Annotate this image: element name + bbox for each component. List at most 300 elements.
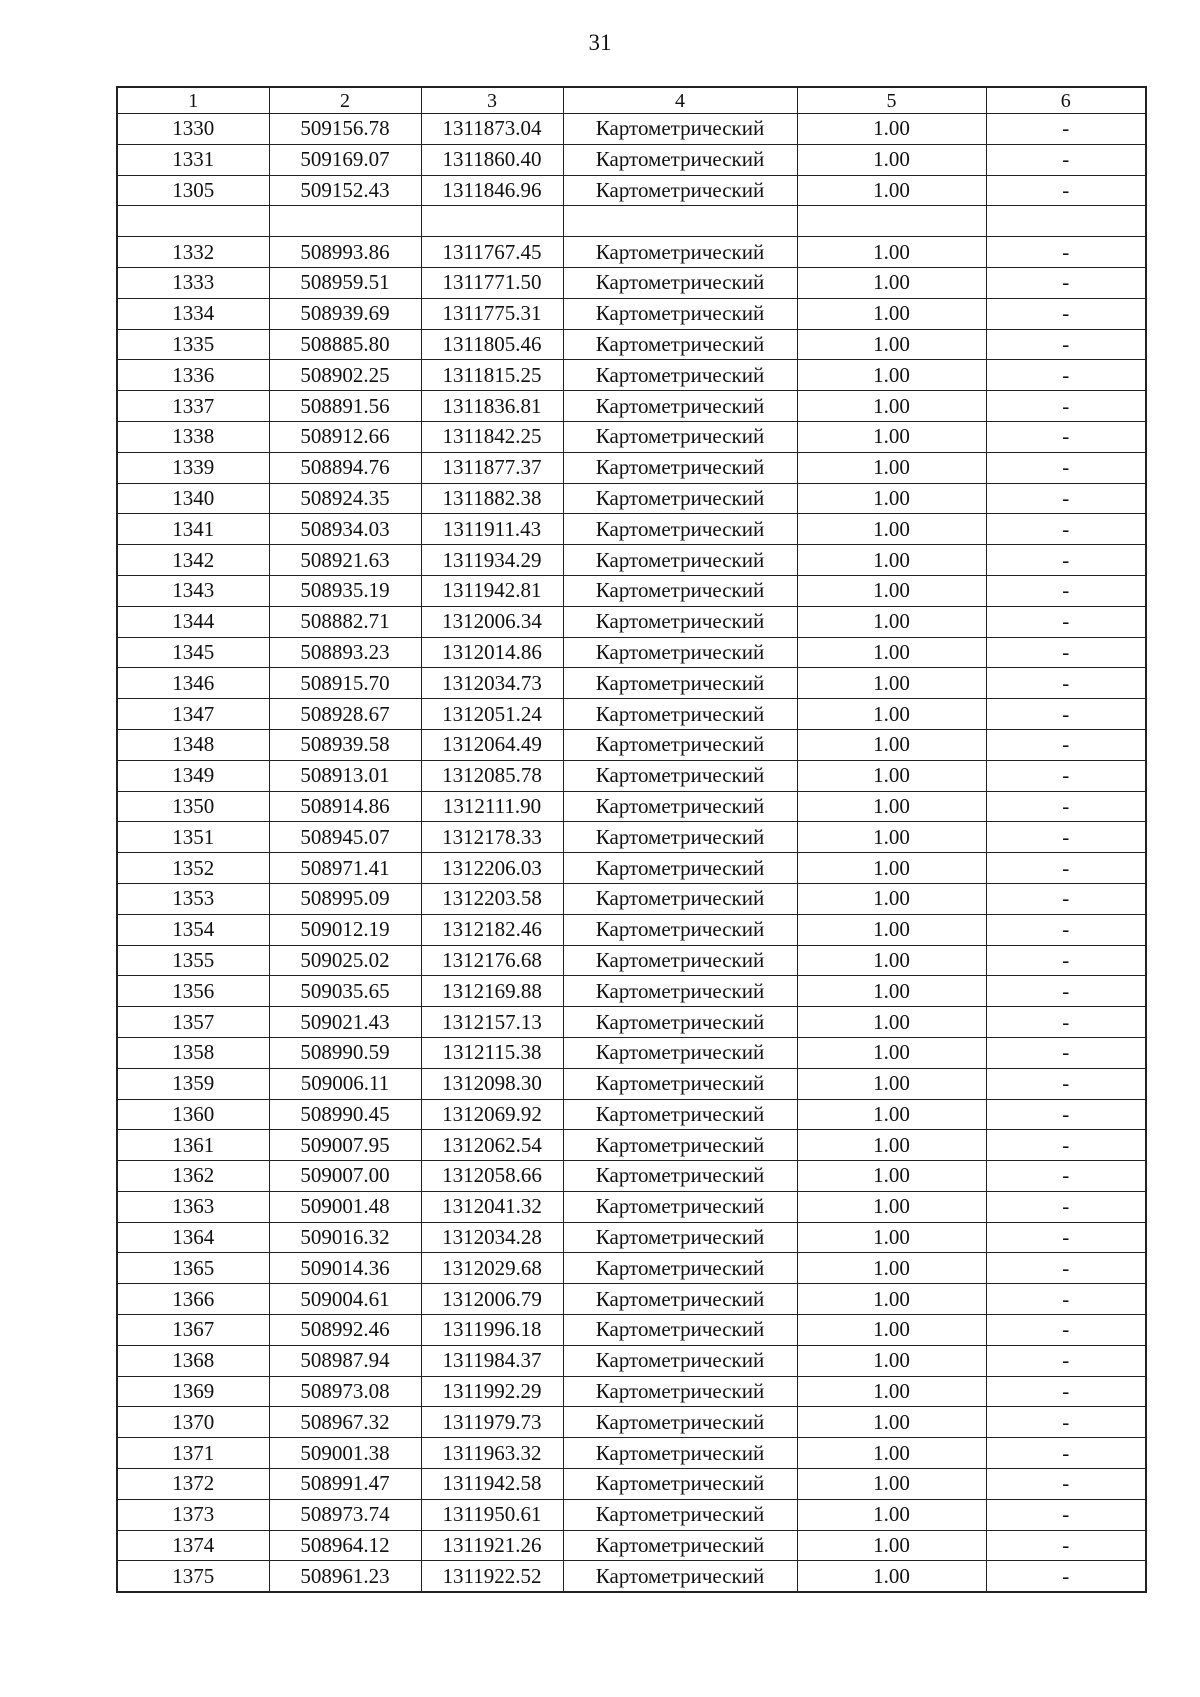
accuracy-cell: 1.00: [797, 729, 986, 760]
y-coordinate-cell: 1312058.66: [421, 1161, 563, 1192]
y-coordinate-cell: 1312029.68: [421, 1253, 563, 1284]
table-row: [117, 1345, 1146, 1376]
note-cell: -: [986, 483, 1146, 514]
point-number-cell: 1357: [117, 1007, 269, 1038]
table-row: [117, 1438, 1146, 1469]
table-row: [117, 267, 1146, 298]
x-coordinate-cell: 508990.45: [269, 1099, 421, 1130]
table-row: [117, 883, 1146, 914]
note-cell: -: [986, 1222, 1146, 1253]
accuracy-cell: 1.00: [797, 1161, 986, 1192]
table-row: [117, 1191, 1146, 1222]
y-coordinate-cell: 1312176.68: [421, 945, 563, 976]
x-coordinate-cell: 508902.25: [269, 360, 421, 391]
accuracy-cell: 1.00: [797, 1284, 986, 1315]
table-row: [117, 1007, 1146, 1038]
accuracy-cell: 1.00: [797, 760, 986, 791]
x-coordinate-cell: 509025.02: [269, 945, 421, 976]
note-cell: -: [986, 637, 1146, 668]
x-coordinate-cell: 509014.36: [269, 1253, 421, 1284]
y-coordinate-cell: 1312203.58: [421, 883, 563, 914]
note-cell: -: [986, 298, 1146, 329]
table-row: [117, 514, 1146, 545]
point-number-cell: 1330: [117, 114, 269, 145]
y-coordinate-cell: 1311846.96: [421, 175, 563, 206]
point-number-cell: 1366: [117, 1284, 269, 1315]
note-cell: -: [986, 976, 1146, 1007]
note-cell: [986, 206, 1146, 237]
y-coordinate-cell: 1312085.78: [421, 760, 563, 791]
accuracy-cell: 1.00: [797, 360, 986, 391]
point-number-cell: 1332: [117, 237, 269, 268]
note-cell: -: [986, 391, 1146, 422]
table-row: [117, 1068, 1146, 1099]
accuracy-cell: 1.00: [797, 1007, 986, 1038]
note-cell: -: [986, 883, 1146, 914]
accuracy-cell: 1.00: [797, 1191, 986, 1222]
y-coordinate-cell: 1311979.73: [421, 1407, 563, 1438]
accuracy-cell: 1.00: [797, 1253, 986, 1284]
table-row: [117, 237, 1146, 268]
point-number-cell: 1368: [117, 1345, 269, 1376]
table-header-row: [117, 87, 1146, 114]
y-coordinate-cell: 1311860.40: [421, 144, 563, 175]
y-coordinate-cell: 1312182.46: [421, 914, 563, 945]
point-number-cell: 1340: [117, 483, 269, 514]
x-coordinate-cell: 508939.58: [269, 729, 421, 760]
accuracy-cell: 1.00: [797, 144, 986, 175]
method-cell: Картометрический: [563, 637, 797, 668]
point-number-cell: 1346: [117, 668, 269, 699]
point-number-cell: 1339: [117, 452, 269, 483]
y-coordinate-cell: 1311963.32: [421, 1438, 563, 1469]
note-cell: -: [986, 421, 1146, 452]
y-coordinate-cell: 1311922.52: [421, 1561, 563, 1592]
y-coordinate-cell: 1312034.73: [421, 668, 563, 699]
y-coordinate-cell: 1312115.38: [421, 1037, 563, 1068]
x-coordinate-cell: 508995.09: [269, 883, 421, 914]
note-cell: -: [986, 1068, 1146, 1099]
table-row: [117, 1284, 1146, 1315]
note-cell: -: [986, 1130, 1146, 1161]
x-coordinate-cell: 509156.78: [269, 114, 421, 145]
y-coordinate-cell: 1312051.24: [421, 699, 563, 730]
table-row: [117, 1315, 1146, 1346]
table-row: [117, 144, 1146, 175]
note-cell: -: [986, 1099, 1146, 1130]
method-cell: Картометрический: [563, 329, 797, 360]
point-number-cell: 1347: [117, 699, 269, 730]
method-cell: Картометрический: [563, 883, 797, 914]
table-row: [117, 206, 1146, 237]
x-coordinate-cell: 509012.19: [269, 914, 421, 945]
point-number-cell: 1351: [117, 822, 269, 853]
point-number-cell: 1367: [117, 1315, 269, 1346]
accuracy-cell: 1.00: [797, 699, 986, 730]
note-cell: -: [986, 668, 1146, 699]
x-coordinate-cell: 508893.23: [269, 637, 421, 668]
point-number-cell: 1352: [117, 853, 269, 884]
y-coordinate-cell: 1312064.49: [421, 729, 563, 760]
x-coordinate-cell: 508934.03: [269, 514, 421, 545]
method-cell: Картометрический: [563, 1130, 797, 1161]
table-row: [117, 606, 1146, 637]
point-number-cell: 1354: [117, 914, 269, 945]
y-coordinate-cell: 1311942.81: [421, 575, 563, 606]
y-coordinate-cell: 1312006.79: [421, 1284, 563, 1315]
y-coordinate-cell: 1311771.50: [421, 267, 563, 298]
method-cell: Картометрический: [563, 483, 797, 514]
method-cell: Картометрический: [563, 668, 797, 699]
x-coordinate-cell: 508967.32: [269, 1407, 421, 1438]
x-coordinate-cell: 508964.12: [269, 1530, 421, 1561]
method-cell: Картометрический: [563, 1161, 797, 1192]
x-coordinate-cell: 508914.86: [269, 791, 421, 822]
point-number-cell: 1362: [117, 1161, 269, 1192]
table-row: [117, 1222, 1146, 1253]
accuracy-cell: 1.00: [797, 1376, 986, 1407]
note-cell: -: [986, 1376, 1146, 1407]
method-cell: Картометрический: [563, 421, 797, 452]
x-coordinate-cell: 508885.80: [269, 329, 421, 360]
method-cell: Картометрический: [563, 1253, 797, 1284]
y-coordinate-cell: 1311815.25: [421, 360, 563, 391]
x-coordinate-cell: 509007.95: [269, 1130, 421, 1161]
table-row: [117, 668, 1146, 699]
accuracy-cell: 1.00: [797, 853, 986, 884]
column-header: 1: [117, 87, 269, 114]
method-cell: Картометрический: [563, 606, 797, 637]
note-cell: -: [986, 1253, 1146, 1284]
table-row: [117, 421, 1146, 452]
table-row: [117, 729, 1146, 760]
y-coordinate-cell: 1312157.13: [421, 1007, 563, 1038]
point-number-cell: 1331: [117, 144, 269, 175]
table-row: [117, 945, 1146, 976]
y-coordinate-cell: 1311942.58: [421, 1469, 563, 1500]
note-cell: -: [986, 1499, 1146, 1530]
note-cell: -: [986, 1438, 1146, 1469]
table-row: [117, 1253, 1146, 1284]
method-cell: Картометрический: [563, 760, 797, 791]
table-row: [117, 1037, 1146, 1068]
method-cell: Картометрический: [563, 914, 797, 945]
x-coordinate-cell: 509035.65: [269, 976, 421, 1007]
note-cell: -: [986, 237, 1146, 268]
point-number-cell: 1345: [117, 637, 269, 668]
method-cell: Картометрический: [563, 1345, 797, 1376]
method-cell: Картометрический: [563, 298, 797, 329]
x-coordinate-cell: 508915.70: [269, 668, 421, 699]
note-cell: -: [986, 1191, 1146, 1222]
accuracy-cell: 1.00: [797, 237, 986, 268]
table-row: [117, 760, 1146, 791]
table-row: [117, 360, 1146, 391]
accuracy-cell: 1.00: [797, 1315, 986, 1346]
point-number-cell: 1369: [117, 1376, 269, 1407]
table-row: [117, 329, 1146, 360]
method-cell: Картометрический: [563, 976, 797, 1007]
method-cell: Картометрический: [563, 1530, 797, 1561]
accuracy-cell: 1.00: [797, 329, 986, 360]
table-row: [117, 637, 1146, 668]
method-cell: Картометрический: [563, 1469, 797, 1500]
accuracy-cell: 1.00: [797, 114, 986, 145]
accuracy-cell: 1.00: [797, 976, 986, 1007]
coordinates-table: [116, 86, 1147, 1593]
y-coordinate-cell: 1312062.54: [421, 1130, 563, 1161]
y-coordinate-cell: 1311996.18: [421, 1315, 563, 1346]
accuracy-cell: 1.00: [797, 545, 986, 576]
method-cell: Картометрический: [563, 175, 797, 206]
x-coordinate-cell: 509007.00: [269, 1161, 421, 1192]
accuracy-cell: 1.00: [797, 575, 986, 606]
x-coordinate-cell: 509169.07: [269, 144, 421, 175]
note-cell: -: [986, 1161, 1146, 1192]
note-cell: -: [986, 853, 1146, 884]
x-coordinate-cell: 508935.19: [269, 575, 421, 606]
point-number-cell: 1349: [117, 760, 269, 791]
accuracy-cell: 1.00: [797, 1469, 986, 1500]
note-cell: -: [986, 791, 1146, 822]
point-number-cell: 1360: [117, 1099, 269, 1130]
table-row: [117, 699, 1146, 730]
point-number-cell: 1305: [117, 175, 269, 206]
column-header: 6: [986, 87, 1146, 114]
accuracy-cell: 1.00: [797, 606, 986, 637]
y-coordinate-cell: 1312098.30: [421, 1068, 563, 1099]
method-cell: Картометрический: [563, 391, 797, 422]
point-number-cell: 1358: [117, 1037, 269, 1068]
y-coordinate-cell: 1311882.38: [421, 483, 563, 514]
point-number-cell: 1375: [117, 1561, 269, 1592]
accuracy-cell: 1.00: [797, 637, 986, 668]
y-coordinate-cell: 1312014.86: [421, 637, 563, 668]
note-cell: -: [986, 1469, 1146, 1500]
method-cell: Картометрический: [563, 1438, 797, 1469]
method-cell: Картометрический: [563, 1007, 797, 1038]
y-coordinate-cell: 1311984.37: [421, 1345, 563, 1376]
table-row: [117, 1376, 1146, 1407]
method-cell: Картометрический: [563, 1315, 797, 1346]
x-coordinate-cell: 508945.07: [269, 822, 421, 853]
page-number: 31: [588, 30, 612, 55]
note-cell: -: [986, 267, 1146, 298]
note-cell: -: [986, 545, 1146, 576]
method-cell: Картометрический: [563, 1037, 797, 1068]
x-coordinate-cell: [269, 206, 421, 237]
point-number-cell: 1342: [117, 545, 269, 576]
y-coordinate-cell: 1311775.31: [421, 298, 563, 329]
x-coordinate-cell: 508973.08: [269, 1376, 421, 1407]
accuracy-cell: 1.00: [797, 1037, 986, 1068]
accuracy-cell: 1.00: [797, 1099, 986, 1130]
method-cell: Картометрический: [563, 1499, 797, 1530]
x-coordinate-cell: 508939.69: [269, 298, 421, 329]
table-row: [117, 452, 1146, 483]
table-row: [117, 1561, 1146, 1592]
method-cell: Картометрический: [563, 1222, 797, 1253]
y-coordinate-cell: 1311842.25: [421, 421, 563, 452]
note-cell: -: [986, 1407, 1146, 1438]
note-cell: -: [986, 1284, 1146, 1315]
point-number-cell: 1337: [117, 391, 269, 422]
x-coordinate-cell: 508990.59: [269, 1037, 421, 1068]
table-row: [117, 914, 1146, 945]
point-number-cell: 1355: [117, 945, 269, 976]
table-row: [117, 114, 1146, 145]
y-coordinate-cell: 1311934.29: [421, 545, 563, 576]
note-cell: -: [986, 1315, 1146, 1346]
accuracy-cell: 1.00: [797, 883, 986, 914]
x-coordinate-cell: 508992.46: [269, 1315, 421, 1346]
note-cell: -: [986, 729, 1146, 760]
x-coordinate-cell: 508959.51: [269, 267, 421, 298]
method-cell: Картометрический: [563, 545, 797, 576]
y-coordinate-cell: [421, 206, 563, 237]
y-coordinate-cell: 1311877.37: [421, 452, 563, 483]
column-header: 2: [269, 87, 421, 114]
accuracy-cell: [797, 206, 986, 237]
table-row: [117, 853, 1146, 884]
note-cell: -: [986, 329, 1146, 360]
table-row: [117, 1099, 1146, 1130]
table-row: [117, 391, 1146, 422]
table-row: [117, 1161, 1146, 1192]
method-cell: Картометрический: [563, 1407, 797, 1438]
method-cell: Картометрический: [563, 1561, 797, 1592]
point-number-cell: 1359: [117, 1068, 269, 1099]
accuracy-cell: 1.00: [797, 945, 986, 976]
method-cell: Картометрический: [563, 237, 797, 268]
table-row: [117, 1407, 1146, 1438]
column-header: 3: [421, 87, 563, 114]
accuracy-cell: 1.00: [797, 391, 986, 422]
y-coordinate-cell: 1312041.32: [421, 1191, 563, 1222]
accuracy-cell: 1.00: [797, 1345, 986, 1376]
table-row: [117, 575, 1146, 606]
method-cell: Картометрический: [563, 1191, 797, 1222]
accuracy-cell: 1.00: [797, 791, 986, 822]
accuracy-cell: 1.00: [797, 483, 986, 514]
x-coordinate-cell: 508891.56: [269, 391, 421, 422]
accuracy-cell: 1.00: [797, 1222, 986, 1253]
accuracy-cell: 1.00: [797, 1407, 986, 1438]
x-coordinate-cell: 508924.35: [269, 483, 421, 514]
point-number-cell: 1363: [117, 1191, 269, 1222]
x-coordinate-cell: 508973.74: [269, 1499, 421, 1530]
note-cell: -: [986, 606, 1146, 637]
x-coordinate-cell: 508971.41: [269, 853, 421, 884]
accuracy-cell: 1.00: [797, 668, 986, 699]
x-coordinate-cell: 509016.32: [269, 1222, 421, 1253]
method-cell: Картометрический: [563, 114, 797, 145]
method-cell: Картометрический: [563, 1284, 797, 1315]
x-coordinate-cell: 508993.86: [269, 237, 421, 268]
note-cell: -: [986, 760, 1146, 791]
table-row: [117, 1530, 1146, 1561]
table-row: [117, 545, 1146, 576]
accuracy-cell: 1.00: [797, 1561, 986, 1592]
method-cell: Картометрический: [563, 1068, 797, 1099]
x-coordinate-cell: 508987.94: [269, 1345, 421, 1376]
x-coordinate-cell: 508961.23: [269, 1561, 421, 1592]
y-coordinate-cell: 1312111.90: [421, 791, 563, 822]
column-header: 5: [797, 87, 986, 114]
y-coordinate-cell: 1312206.03: [421, 853, 563, 884]
accuracy-cell: 1.00: [797, 514, 986, 545]
note-cell: -: [986, 1037, 1146, 1068]
point-number-cell: 1374: [117, 1530, 269, 1561]
accuracy-cell: 1.00: [797, 175, 986, 206]
note-cell: -: [986, 114, 1146, 145]
method-cell: Картометрический: [563, 853, 797, 884]
x-coordinate-cell: 509006.11: [269, 1068, 421, 1099]
accuracy-cell: 1.00: [797, 1499, 986, 1530]
point-number-cell: 1348: [117, 729, 269, 760]
y-coordinate-cell: 1312169.88: [421, 976, 563, 1007]
point-number-cell: 1350: [117, 791, 269, 822]
x-coordinate-cell: 508921.63: [269, 545, 421, 576]
accuracy-cell: 1.00: [797, 1130, 986, 1161]
table-row: [117, 483, 1146, 514]
point-number-cell: 1353: [117, 883, 269, 914]
method-cell: Картометрический: [563, 144, 797, 175]
method-cell: Картометрический: [563, 267, 797, 298]
point-number-cell: 1372: [117, 1469, 269, 1500]
method-cell: Картометрический: [563, 945, 797, 976]
method-cell: Картометрический: [563, 1376, 797, 1407]
y-coordinate-cell: 1311836.81: [421, 391, 563, 422]
point-number-cell: 1341: [117, 514, 269, 545]
point-number-cell: 1361: [117, 1130, 269, 1161]
note-cell: -: [986, 945, 1146, 976]
table-body: [117, 114, 1146, 1593]
method-cell: Картометрический: [563, 699, 797, 730]
note-cell: -: [986, 360, 1146, 391]
y-coordinate-cell: 1311950.61: [421, 1499, 563, 1530]
x-coordinate-cell: 509001.38: [269, 1438, 421, 1469]
y-coordinate-cell: 1311992.29: [421, 1376, 563, 1407]
accuracy-cell: 1.00: [797, 1438, 986, 1469]
point-number-cell: 1336: [117, 360, 269, 391]
accuracy-cell: 1.00: [797, 298, 986, 329]
method-cell: Картометрический: [563, 575, 797, 606]
x-coordinate-cell: 508912.66: [269, 421, 421, 452]
method-cell: Картометрический: [563, 822, 797, 853]
method-cell: Картометрический: [563, 1099, 797, 1130]
table-row: [117, 1499, 1146, 1530]
method-cell: Картометрический: [563, 791, 797, 822]
x-coordinate-cell: 508991.47: [269, 1469, 421, 1500]
accuracy-cell: 1.00: [797, 914, 986, 945]
accuracy-cell: 1.00: [797, 267, 986, 298]
point-number-cell: 1370: [117, 1407, 269, 1438]
point-number-cell: 1371: [117, 1438, 269, 1469]
x-coordinate-cell: 508913.01: [269, 760, 421, 791]
table-row: [117, 298, 1146, 329]
point-number-cell: 1356: [117, 976, 269, 1007]
accuracy-cell: 1.00: [797, 421, 986, 452]
x-coordinate-cell: 508882.71: [269, 606, 421, 637]
y-coordinate-cell: 1312034.28: [421, 1222, 563, 1253]
y-coordinate-cell: 1312006.34: [421, 606, 563, 637]
x-coordinate-cell: 509001.48: [269, 1191, 421, 1222]
accuracy-cell: 1.00: [797, 1530, 986, 1561]
y-coordinate-cell: 1311921.26: [421, 1530, 563, 1561]
y-coordinate-cell: 1311767.45: [421, 237, 563, 268]
point-number-cell: 1333: [117, 267, 269, 298]
